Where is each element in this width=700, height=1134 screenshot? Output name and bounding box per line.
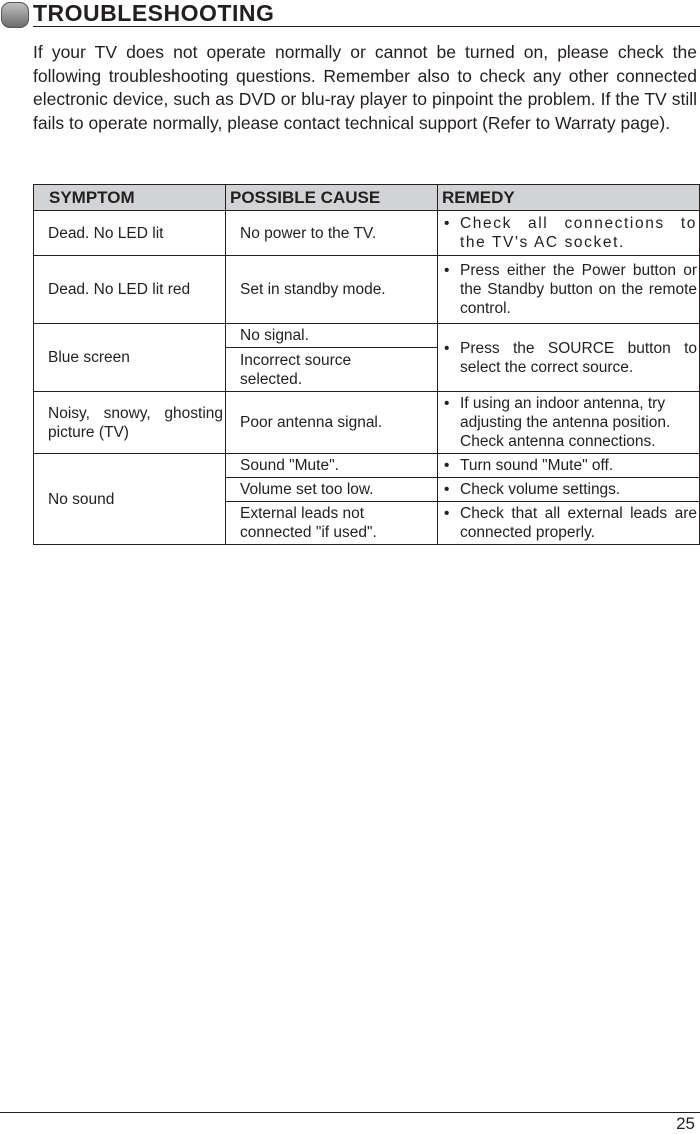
- table-row: [34, 324, 700, 348]
- symptom-cell: Noisy, snowy, ghosting picture (TV): [34, 392, 226, 454]
- cause-cell: Sound "Mute".: [226, 454, 438, 478]
- header-remedy: REMEDY: [438, 185, 700, 211]
- cause-cell: Volume set too low.: [226, 478, 438, 502]
- remedy-cell: [438, 392, 700, 454]
- symptom-cell: No sound: [34, 454, 226, 545]
- table-row: [34, 211, 700, 256]
- remedy-text: Check that all external leads are connected properly.: [460, 505, 697, 541]
- remedy-text: Press the SOURCE button to select the correct source.: [460, 339, 697, 376]
- cause-cell: External leads not connected "if used".: [226, 502, 438, 545]
- bullet-icon: •: [444, 481, 450, 498]
- remedy-cell: [438, 256, 700, 324]
- remedy-cell: [438, 324, 700, 392]
- intro-paragraph: If your TV does not operate normally or cannot be turned on, please check the following troubleshooting questions. Remember also to check any other connected electronic device, such as DVD or blu-ray player to pinpoint the problem. If the TV still fails to operate normally, please contact technical support (Refer to Warraty page).: [33, 42, 697, 133]
- remedy-cell: [438, 502, 700, 545]
- remedy-text: If using an indoor antenna, try adjusting the antenna position. Check antenna connections.: [460, 395, 671, 450]
- page-title: TROUBLESHOOTING: [33, 0, 275, 26]
- header-possible-cause: POSSIBLE CAUSE: [226, 185, 438, 211]
- cause-cell: Incorrect source selected.: [226, 348, 438, 392]
- table-header-row: [34, 185, 700, 211]
- section-marker-icon: [1, 2, 29, 28]
- remedy-cell: [438, 211, 700, 256]
- table-row: [34, 256, 700, 324]
- remedy-cell: [438, 454, 700, 478]
- cause-cell: No signal.: [226, 324, 438, 348]
- table-row: [34, 454, 700, 478]
- page-header: [0, 0, 700, 30]
- table-row: [34, 392, 700, 454]
- symptom-cell: Dead. No LED lit: [34, 211, 226, 256]
- header-symptom: SYMPTOM: [34, 185, 226, 211]
- bullet-icon: •: [444, 215, 450, 232]
- page-number: 25: [676, 1114, 695, 1133]
- remedy-text: Press either the Power button or the Standby button on the remote control.: [460, 262, 697, 317]
- bullet-icon: •: [444, 505, 450, 522]
- cause-cell: Poor antenna signal.: [226, 392, 438, 454]
- bullet-icon: •: [444, 339, 450, 357]
- header-rule: [33, 26, 700, 27]
- cause-cell: No power to the TV.: [226, 211, 438, 256]
- remedy-text: Turn sound "Mute" off.: [460, 457, 614, 474]
- bullet-icon: •: [444, 262, 450, 279]
- cause-cell: Set in standby mode.: [226, 256, 438, 324]
- remedy-cell: [438, 478, 700, 502]
- troubleshooting-table: [33, 184, 700, 545]
- symptom-cell: Blue screen: [34, 324, 226, 392]
- remedy-text: Check all connections to the TV's AC socket.: [460, 215, 697, 251]
- footer-rule: [0, 1112, 700, 1113]
- symptom-cell: Dead. No LED lit red: [34, 256, 226, 324]
- remedy-text: Check volume settings.: [460, 481, 621, 498]
- bullet-icon: •: [444, 395, 450, 412]
- bullet-icon: •: [444, 457, 450, 474]
